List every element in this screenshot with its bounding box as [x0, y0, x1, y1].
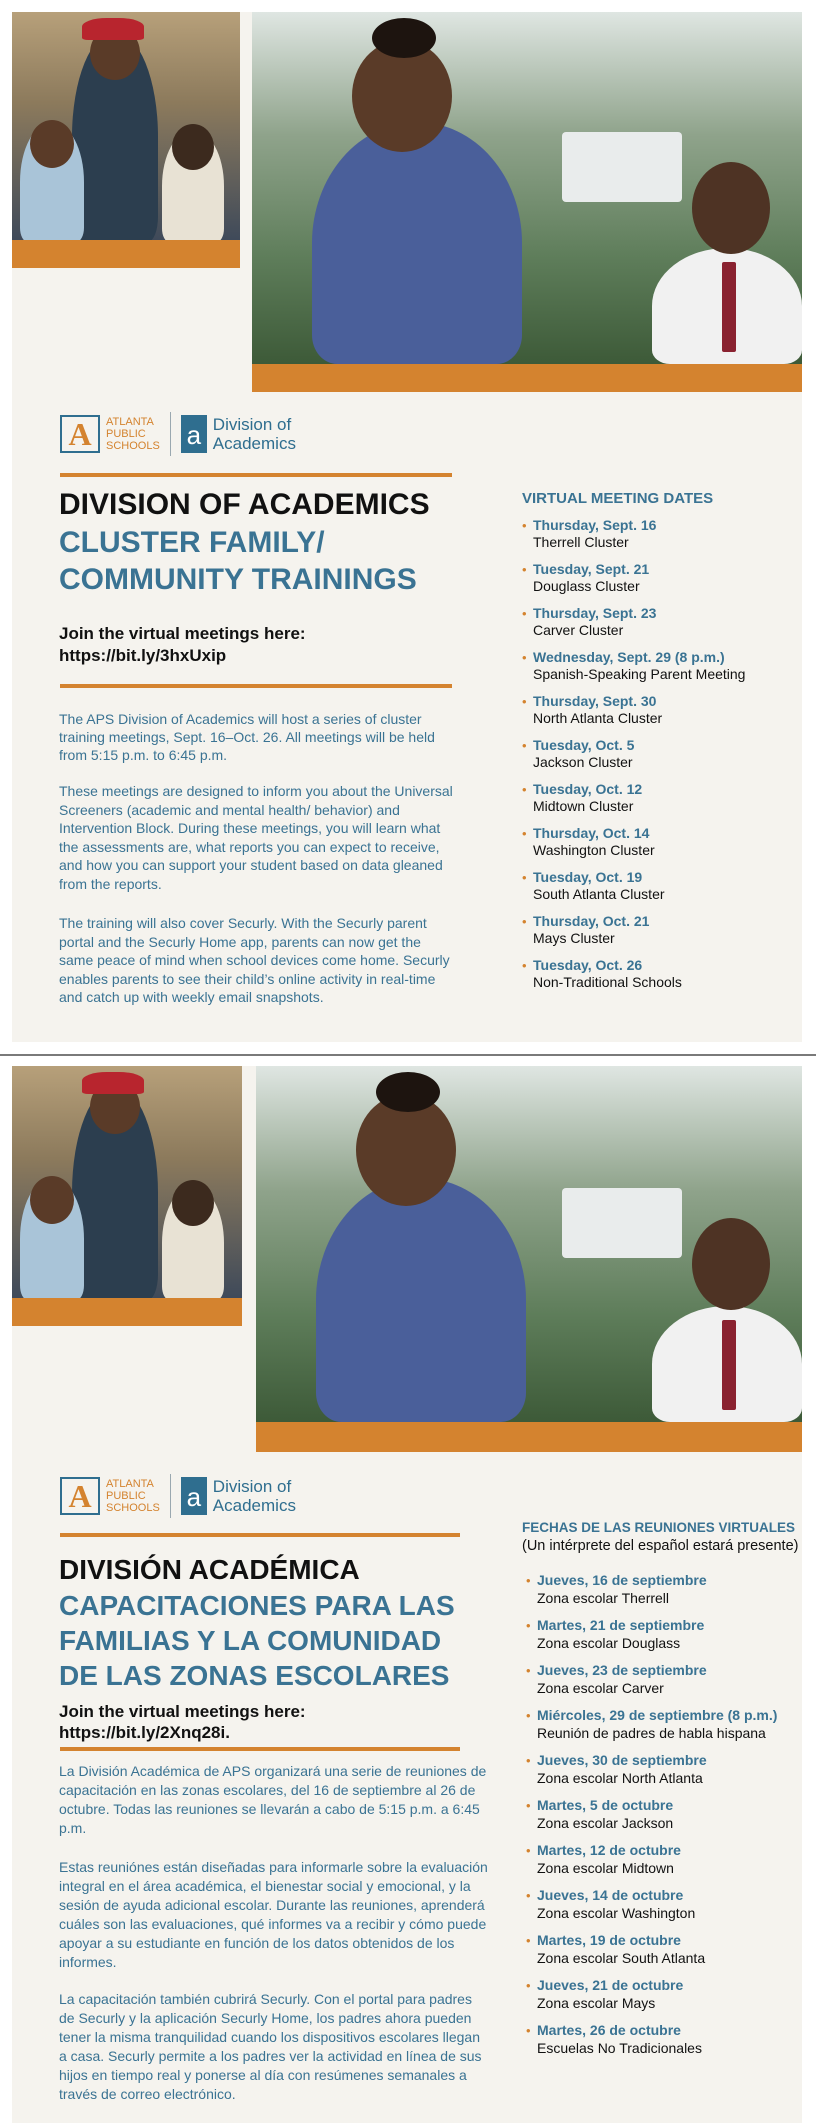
rule-top — [60, 1533, 460, 1537]
meeting-date: • Jueves, 16 de septiembre — [537, 1572, 707, 1588]
securly-paragraph: La capacitación también cubrirá Securly. Con el portal para padres de Securly y la aplicación Securly Home, los padres ahora pueden tener la misma tranquilidad cuando los dispositivos escolares llegan a casa. Securly permite a los padres ver la actividad en línea de sus hijos en tiempo real y ponerse al día con resúmenes semanales a través de correo electrónico. — [59, 1991, 482, 2102]
meeting-date-item — [526, 1797, 802, 1832]
meeting-cluster: Jackson Cluster — [533, 754, 633, 770]
rule-middle — [60, 1747, 460, 1751]
dates-subtitle: (Un intérprete del español estará presente) — [522, 1538, 799, 1554]
logo-divider — [170, 412, 171, 456]
meeting-date: • Martes, 5 de octubre — [537, 1797, 674, 1813]
meeting-link[interactable]: https://bit.ly/2Xnq28i. — [59, 1723, 230, 1742]
subtitle-line2: COMMUNITY TRAININGS — [59, 563, 417, 596]
meeting-date-item — [526, 1932, 802, 1967]
meeting-date: • Tuesday, Oct. 26 — [533, 957, 643, 973]
subtitle-line1: CAPACITACIONES PARA LAS — [59, 1590, 455, 1621]
meeting-date-item — [526, 1752, 802, 1787]
meeting-cluster: Therrell Cluster — [533, 534, 629, 550]
intro-paragraph: La División Académica de APS organizará una serie de reuniones de capacitación en las zonas escolares, del 16 de septiembre al 26 de octubre. Todas las reuniones se llevarán a cabo de 5:15 p.m. a 6:45 p.m. — [59, 1763, 487, 1836]
photo-family-left — [12, 12, 240, 268]
page-divider — [0, 1054, 816, 1056]
meeting-date-item — [522, 913, 792, 947]
meeting-cluster: Zona escolar Jackson — [537, 1814, 674, 1831]
aps-line2: PUBLIC — [106, 428, 146, 440]
meeting-cluster: Washington Cluster — [533, 842, 655, 858]
meeting-date-item — [526, 1842, 802, 1877]
meeting-date: • Tuesday, Oct. 19 — [533, 869, 643, 885]
meeting-date: • Jueves, 30 de septiembre — [537, 1752, 707, 1768]
meeting-date: • Tuesday, Sept. 21 — [533, 561, 650, 577]
academics-logo-icon: a — [181, 415, 207, 453]
meeting-date: • Jueves, 21 de octubre — [537, 1977, 684, 1993]
meeting-date: • Thursday, Sept. 16 — [533, 517, 657, 533]
meeting-cluster: Zona escolar Mays — [537, 1994, 656, 2011]
meeting-date-item — [522, 781, 792, 815]
meeting-cluster: Spanish-Speaking Parent Meeting — [533, 666, 746, 682]
aps-logo-icon: A — [60, 415, 100, 453]
academics-logo-text — [213, 415, 296, 453]
meeting-date-item — [526, 1572, 802, 1607]
meeting-date: • Martes, 19 de octubre — [537, 1932, 681, 1948]
division-line1: Division of — [212, 1477, 292, 1496]
meeting-date: • Miércoles, 29 de septiembre (8 p.m.) — [537, 1707, 778, 1723]
meeting-dates-list — [526, 1572, 802, 2067]
meeting-cluster: South Atlanta Cluster — [533, 886, 665, 902]
meeting-date: • Martes, 21 de septiembre — [537, 1617, 705, 1633]
aps-line3: SCHOOLS — [106, 1502, 160, 1514]
securly-paragraph: The training will also cover Securly. With the Securly parent portal and the Securly Home app, parents can now get the same peace of mind when school devices come home. Securly enables parents to see their child’s online activity in real-time and catch up with weekly email snapshots. — [59, 915, 450, 1005]
meeting-date-item — [526, 1662, 802, 1697]
academics-logo-icon: a — [181, 1477, 207, 1515]
join-text: Join the virtual meetings here: — [59, 1702, 306, 1721]
meeting-dates-list — [522, 517, 792, 1001]
meeting-cluster: Zona escolar North Atlanta — [537, 1769, 703, 1786]
meeting-cluster: Zona escolar Douglass — [537, 1634, 681, 1651]
meeting-cluster: Zona escolar Midtown — [537, 1859, 674, 1876]
logos — [60, 412, 296, 456]
dates-title: VIRTUAL MEETING DATES — [522, 490, 714, 507]
aps-line1: ATLANTA — [106, 416, 154, 428]
meeting-date-item — [526, 1707, 802, 1742]
aps-line3: SCHOOLS — [106, 440, 160, 452]
meeting-date-item — [522, 605, 792, 639]
meeting-date: • Jueves, 14 de octubre — [537, 1887, 684, 1903]
meeting-date-item — [526, 1617, 802, 1652]
meeting-cluster: Zona escolar Carver — [537, 1679, 664, 1696]
meeting-date-item — [522, 825, 792, 859]
meeting-date: • Tuesday, Oct. 5 — [533, 737, 635, 753]
meeting-cluster: Mays Cluster — [533, 930, 615, 946]
subtitle-line1: CLUSTER FAMILY/ — [59, 526, 325, 559]
join-text: Join the virtual meetings here: — [59, 624, 306, 643]
meeting-date: • Jueves, 23 de septiembre — [537, 1662, 707, 1678]
flyer-page-spanish — [12, 1066, 802, 2123]
meeting-cluster: Douglass Cluster — [533, 578, 640, 594]
photo-family-left — [12, 1066, 242, 1326]
aps-logo-text — [106, 1478, 160, 1514]
meeting-date-item — [522, 737, 792, 771]
intro-paragraph: The APS Division of Academics will host a series of cluster training meetings, Sept. 16–Oct. 26. All meetings will be held from 5:15 p.m. to 6:45 p.m. — [59, 711, 435, 763]
aps-line1: ATLANTA — [106, 1478, 154, 1490]
academics-logo-text — [213, 1477, 296, 1515]
aps-logo-icon: A — [60, 1477, 100, 1515]
division-line2: Academics — [212, 1496, 296, 1515]
rule-middle — [60, 684, 452, 688]
meeting-date-item — [526, 2022, 802, 2057]
meeting-date-item — [526, 1977, 802, 2012]
meeting-cluster: Escuelas No Tradicionales — [537, 2039, 702, 2056]
meeting-cluster: Carver Cluster — [533, 622, 624, 638]
page-title: DIVISIÓN ACADÉMICA — [59, 1554, 360, 1585]
page-title: DIVISION OF ACADEMICS — [59, 488, 430, 521]
aps-logo-text — [106, 416, 160, 452]
meeting-link[interactable]: https://bit.ly/3hxUxip — [59, 646, 227, 665]
meeting-cluster: Zona escolar South Atlanta — [537, 1949, 706, 1966]
meeting-cluster: Zona escolar Washington — [537, 1904, 696, 1921]
flyer-page-english — [12, 12, 802, 1042]
screeners-paragraph: These meetings are designed to inform you about the Universal Screeners (academic and mental health/ behavior) and Intervention Block. During these meetings, you will learn what the assessments are, what reports you can expect to receive, and how you can support your student based on data gleaned from the reports. — [59, 783, 453, 892]
meeting-date-item — [526, 1887, 802, 1922]
meeting-date: • Thursday, Oct. 21 — [533, 913, 650, 929]
meeting-date-item — [522, 517, 792, 551]
division-line2: Academics — [212, 434, 296, 453]
assessment-paragraph: Estas reuniónes están diseñadas para informarle sobre la evaluación integral en el área académica, el bienestar social y emocional, y la sesión de ayuda adicional escolar. Durante las reuniones, aprenderá cuáles son las evaluaciones, qué informes va a recibir y cómo puede apoyar a su estudiante en función de los datos obtenidos de los informes. — [59, 1859, 488, 1970]
meeting-date-item — [522, 957, 792, 991]
meeting-date-item — [522, 869, 792, 903]
meeting-date: • Tuesday, Oct. 12 — [533, 781, 643, 797]
meeting-date: • Wednesday, Sept. 29 (8 p.m.) — [533, 649, 725, 665]
meeting-cluster: Zona escolar Therrell — [537, 1589, 670, 1606]
meeting-cluster: Reunión de padres de habla hispana — [537, 1724, 766, 1741]
meeting-date-item — [522, 649, 792, 683]
meeting-date: • Thursday, Sept. 23 — [533, 605, 657, 621]
photo-mother-son — [256, 1066, 802, 1452]
subtitle-line2: FAMILIAS Y LA COMUNIDAD — [59, 1625, 442, 1656]
subtitle-line3: DE LAS ZONAS ESCOLARES — [59, 1660, 450, 1691]
meeting-cluster: Midtown Cluster — [533, 798, 634, 814]
meeting-date: • Thursday, Sept. 30 — [533, 693, 657, 709]
dates-title: FECHAS DE LAS REUNIONES VIRTUALES — [522, 1520, 796, 1535]
aps-line2: PUBLIC — [106, 1490, 146, 1502]
division-line1: Division of — [212, 415, 292, 434]
meeting-date: • Thursday, Oct. 14 — [533, 825, 650, 841]
meeting-date: • Martes, 26 de octubre — [537, 2022, 681, 2038]
meeting-cluster: Non-Traditional Schools — [533, 974, 682, 990]
meeting-date-item — [522, 561, 792, 595]
meeting-cluster: North Atlanta Cluster — [533, 710, 663, 726]
meeting-date-item — [522, 693, 792, 727]
meeting-date: • Martes, 12 de octubre — [537, 1842, 681, 1858]
logos — [60, 1474, 296, 1518]
photo-mother-son — [252, 12, 802, 392]
logo-divider — [170, 1474, 171, 1518]
rule-top — [60, 473, 452, 477]
